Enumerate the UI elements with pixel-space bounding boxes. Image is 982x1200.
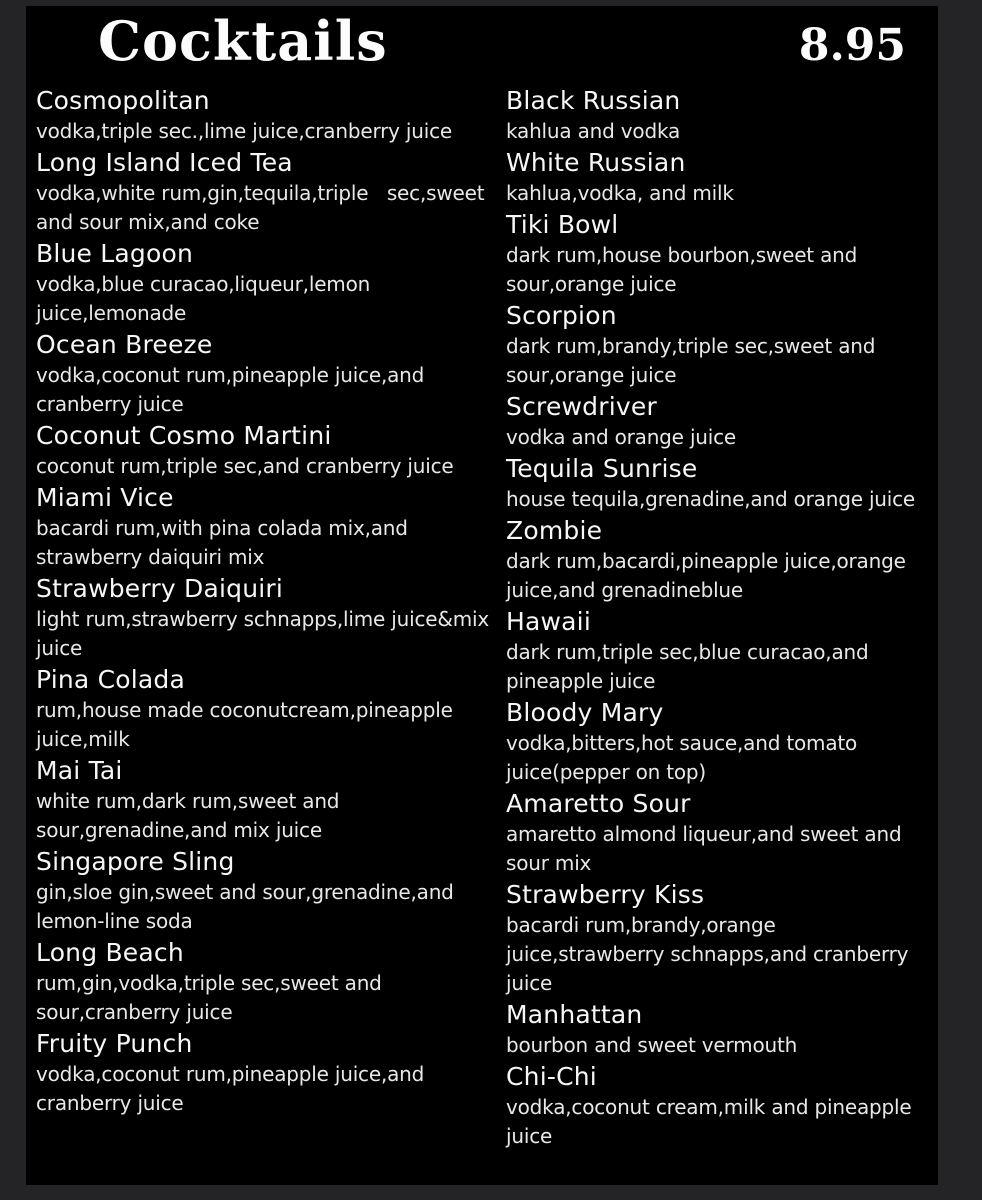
menu-item [506, 998, 938, 1060]
cocktail-name: Zombie [506, 516, 603, 545]
cocktail-ingredients: rum,house made coconutcream,pineapple juice,milk [36, 698, 459, 751]
cocktail-ingredients: kahlua and vodka [506, 119, 681, 143]
cocktail-name: Ocean Breeze [36, 330, 213, 359]
menu-item [506, 146, 938, 208]
menu-item [506, 605, 938, 696]
cocktail-name: Tiki Bowl [506, 210, 619, 239]
cocktail-ingredients: coconut rum,triple sec,and cranberry juice [36, 454, 454, 478]
menu-columns [36, 84, 938, 1151]
menu-item [506, 514, 938, 605]
cocktail-ingredients: gin,sloe gin,sweet and sour,grenadine,and lemon-line soda [36, 880, 460, 933]
cocktail-name: Amaretto Sour [506, 789, 691, 818]
menu-column-right [506, 84, 938, 1151]
menu-item [36, 572, 496, 663]
menu-column-left [36, 84, 496, 1151]
menu-item [506, 390, 938, 452]
menu-item [36, 481, 496, 572]
menu-panel [26, 6, 938, 1185]
menu-item [506, 84, 938, 146]
menu-item [506, 452, 938, 514]
cocktail-ingredients: vodka,triple sec.,lime juice,cranberry juice [36, 119, 453, 143]
cocktail-name: Hawaii [506, 607, 591, 636]
cocktail-name: Pina Colada [36, 665, 185, 694]
cocktail-ingredients: vodka and orange juice [506, 425, 737, 449]
cocktail-ingredients: kahlua,vodka, and milk [506, 181, 734, 205]
cocktail-name: Tequila Sunrise [506, 454, 698, 483]
menu-price: 8.95 [798, 20, 906, 71]
cocktail-ingredients: amaretto almond liqueur,and sweet and sour mix [506, 822, 908, 875]
cocktail-name: Chi-Chi [506, 1062, 597, 1091]
menu-item [36, 1027, 496, 1118]
cocktail-ingredients: dark rum,brandy,triple sec,sweet and sour,orange juice [506, 334, 882, 387]
menu-item [506, 878, 938, 998]
menu-item [36, 663, 496, 754]
cocktail-name: Scorpion [506, 301, 617, 330]
cocktail-ingredients: dark rum,triple sec,blue curacao,and pineapple juice [506, 640, 875, 693]
cocktail-name: Singapore Sling [36, 847, 235, 876]
menu-title: Cocktails [98, 9, 388, 73]
cocktail-ingredients: vodka,blue curacao,liqueur,lemon juice,lemonade [36, 272, 377, 325]
menu-item [506, 696, 938, 787]
cocktail-ingredients: bacardi rum,brandy,orange juice,strawberry schnapps,and cranberry juice [506, 913, 915, 995]
cocktail-ingredients: vodka,coconut rum,pineapple juice,and cranberry juice [36, 1062, 431, 1115]
cocktail-name: Strawberry Kiss [506, 880, 705, 909]
cocktail-name: Strawberry Daiquiri [36, 574, 284, 603]
menu-item [36, 936, 496, 1027]
menu-item [36, 237, 496, 328]
cocktail-ingredients: vodka,bitters,hot sauce,and tomato juice(pepper on top) [506, 731, 864, 784]
cocktail-name: Coconut Cosmo Martini [36, 421, 332, 450]
cocktail-name: Mai Tai [36, 756, 123, 785]
cocktail-name: Blue Lagoon [36, 239, 194, 268]
cocktail-name: Bloody Mary [506, 698, 664, 727]
menu-item [36, 84, 496, 146]
cocktail-name: Long Beach [36, 938, 184, 967]
cocktail-name: Screwdriver [506, 392, 657, 421]
cocktail-name: Black Russian [506, 86, 681, 115]
menu-item [36, 146, 496, 237]
menu-item [506, 787, 938, 878]
cocktail-ingredients: vodka,coconut rum,pineapple juice,and cranberry juice [36, 363, 431, 416]
menu-item [36, 845, 496, 936]
cocktail-ingredients: light rum,strawberry schnapps,lime juice&mix juice [36, 607, 496, 660]
cocktail-ingredients: house tequila,grenadine,and orange juice [506, 487, 916, 511]
menu-item [506, 299, 938, 390]
cocktail-name: Miami Vice [36, 483, 174, 512]
cocktail-name: Manhattan [506, 1000, 643, 1029]
cocktail-ingredients: white rum,dark rum,sweet and sour,grenadine,and mix juice [36, 789, 346, 842]
cocktail-name: Cosmopolitan [36, 86, 210, 115]
menu-item [36, 328, 496, 419]
cocktail-name: Long Island Iced Tea [36, 148, 293, 177]
cocktail-ingredients: dark rum,house bourbon,sweet and sour,orange juice [506, 243, 864, 296]
cocktail-ingredients: vodka,white rum,gin,tequila,triple sec,sweet and sour mix,and coke [36, 181, 491, 234]
cocktail-ingredients: bourbon and sweet vermouth [506, 1033, 798, 1057]
cocktail-ingredients: rum,gin,vodka,triple sec,sweet and sour,cranberry juice [36, 971, 388, 1024]
menu-header [26, 6, 938, 80]
cocktail-ingredients: dark rum,bacardi,pineapple juice,orange juice,and grenadineblue [506, 549, 912, 602]
cocktail-name: Fruity Punch [36, 1029, 193, 1058]
menu-item [36, 754, 496, 845]
cocktail-ingredients: bacardi rum,with pina colada mix,and strawberry daiquiri mix [36, 516, 414, 569]
menu-item [506, 208, 938, 299]
menu-item [36, 419, 496, 481]
cocktail-name: White Russian [506, 148, 686, 177]
menu-item [506, 1060, 938, 1151]
cocktail-ingredients: vodka,coconut cream,milk and pineapple juice [506, 1095, 918, 1148]
